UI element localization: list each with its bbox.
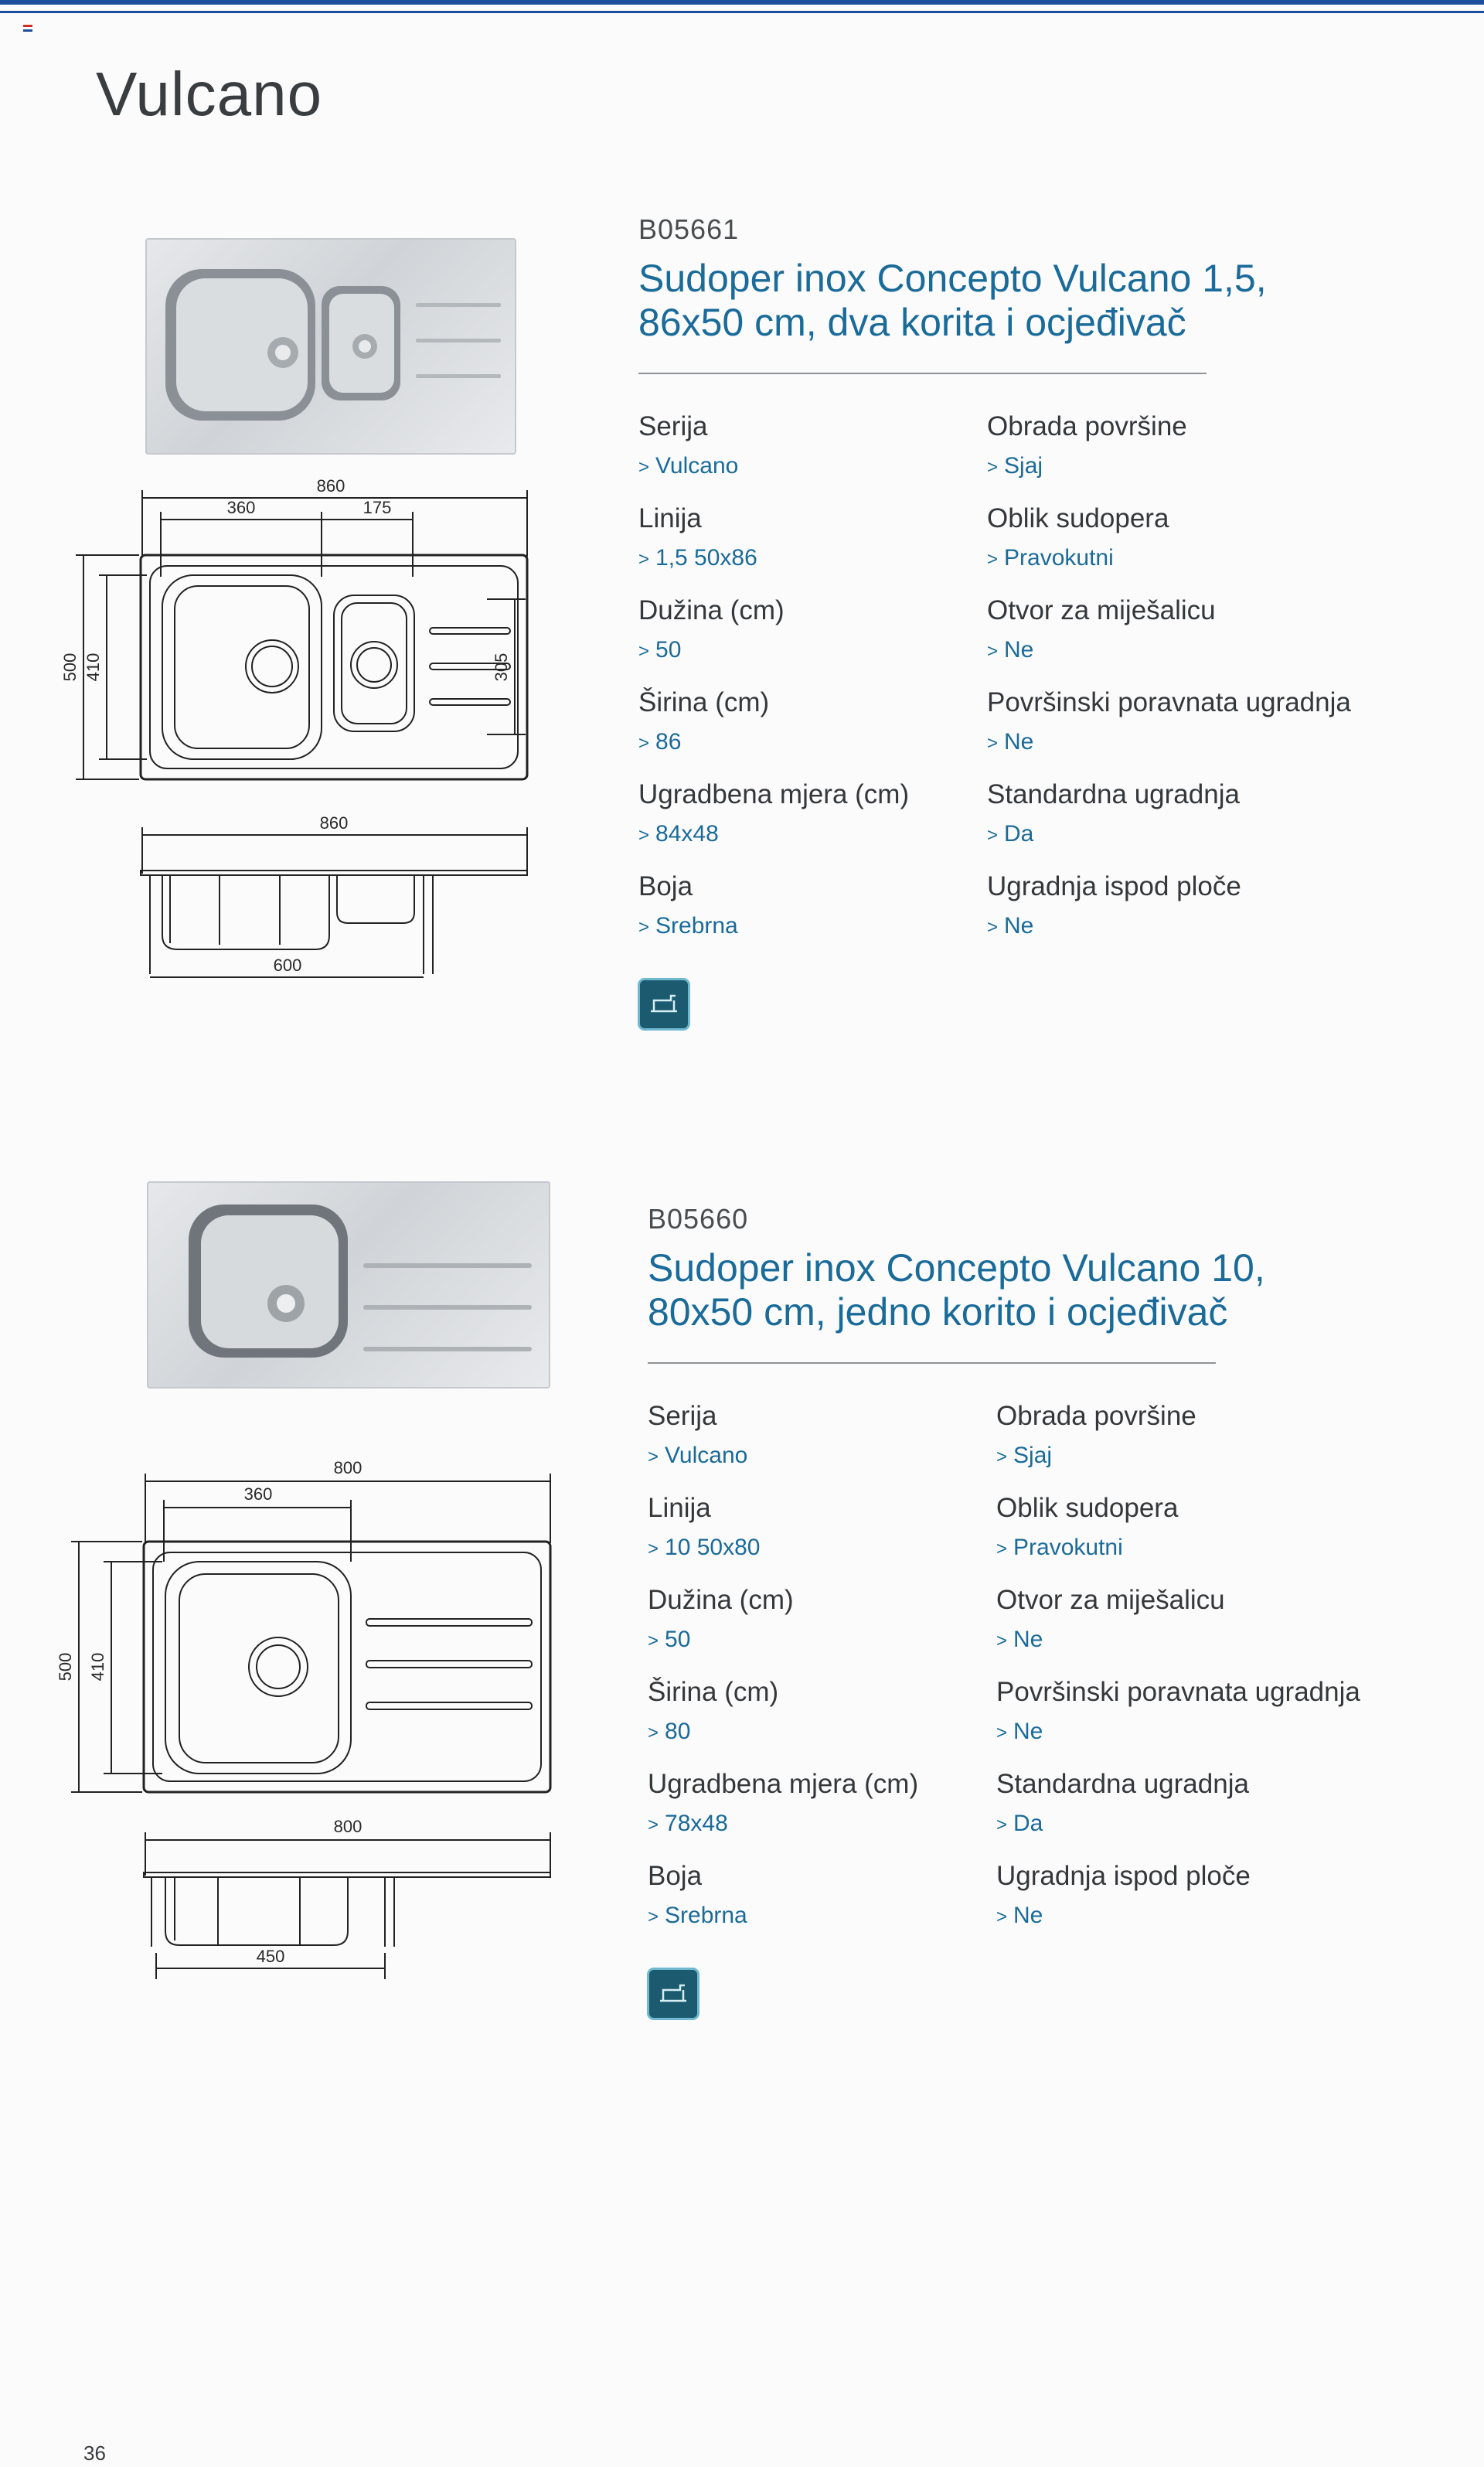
product-name-line2: 86x50 cm, dva korita i ocjeđivač <box>638 301 1186 344</box>
product-sku: B05660 <box>648 1203 749 1235</box>
dim-bowl-width: 360 <box>226 498 256 517</box>
chevron-right-icon: > <box>996 1538 1008 1559</box>
divider <box>638 373 1207 374</box>
product-card-2 <box>0 990 1484 1966</box>
spec-value[interactable]: > 84x48 <box>638 821 719 847</box>
chevron-right-icon: > <box>996 1814 1008 1835</box>
chevron-right-icon: > <box>996 1906 1008 1927</box>
chevron-right-icon: > <box>648 1630 659 1651</box>
spec-value[interactable]: > Vulcano <box>638 453 739 479</box>
spec-value[interactable]: > Vulcano <box>648 1443 748 1468</box>
spec-label: Serija <box>648 1401 717 1431</box>
chevron-right-icon: > <box>648 1446 659 1467</box>
spec-value[interactable]: > Ne <box>996 1627 1043 1652</box>
spec-value[interactable]: > Srebrna <box>638 913 738 939</box>
product-name <box>648 1246 1343 1334</box>
dim-inner-depth: 410 <box>83 653 103 682</box>
product-name-line1: Sudoper inox Concepto Vulcano 1,5, <box>638 257 1267 300</box>
spec-value[interactable]: > 10 50x80 <box>648 1535 761 1560</box>
spec-label: Otvor za miješalicu <box>987 595 1216 625</box>
spec-label: Boja <box>638 871 693 901</box>
spec-label: Širina (cm) <box>638 687 770 717</box>
spec-value[interactable]: > 50 <box>648 1627 691 1652</box>
mounting-icon[interactable] <box>649 1970 697 2018</box>
dim-small-bowl-depth: 305 <box>492 653 511 682</box>
product-sku: B05661 <box>638 213 740 245</box>
page-number: 36 <box>83 2441 106 2465</box>
spec-value[interactable]: > Ne <box>987 637 1034 663</box>
spec-label: Obrada površine <box>987 411 1187 441</box>
spec-label: Otvor za miješalicu <box>996 1585 1225 1615</box>
chevron-right-icon: > <box>987 549 999 570</box>
product-name <box>638 257 1334 345</box>
dim-cabinet: 450 <box>256 1947 285 1966</box>
divider <box>648 1362 1216 1364</box>
chevron-right-icon: > <box>648 1538 659 1559</box>
spec-value[interactable]: > Pravokutni <box>987 545 1114 571</box>
spec-label: Obrada površine <box>996 1401 1196 1431</box>
spec-label: Ugradnja ispod ploče <box>987 871 1241 901</box>
spec-label: Ugradnja ispod ploče <box>996 1861 1251 1891</box>
spec-value[interactable]: > 86 <box>638 729 682 755</box>
spec-label: Dužina (cm) <box>648 1585 794 1615</box>
dim-total-depth: 500 <box>56 1652 75 1682</box>
chevron-right-icon: > <box>648 1722 659 1743</box>
spec-value[interactable]: > Ne <box>987 913 1034 939</box>
spec-value[interactable]: > 80 <box>648 1719 691 1744</box>
chevron-right-icon: > <box>638 641 650 662</box>
dim-total-depth: 500 <box>60 653 80 682</box>
dim-side-width: 860 <box>319 813 349 833</box>
chevron-right-icon: > <box>996 1446 1008 1467</box>
spec-label: Standardna ugradnja <box>987 779 1240 809</box>
spec-value[interactable]: > Sjaj <box>987 453 1043 479</box>
chevron-right-icon: > <box>638 549 650 570</box>
spec-label: Linija <box>638 503 702 533</box>
spec-value[interactable]: > Pravokutni <box>996 1535 1123 1560</box>
product-photo <box>145 238 516 455</box>
dim-inner-depth: 410 <box>88 1652 107 1682</box>
spec-label: Standardna ugradnja <box>996 1769 1249 1799</box>
dim-total-width: 860 <box>316 476 345 496</box>
chevron-right-icon: > <box>638 457 650 478</box>
spec-label: Površinski poravnata ugradnja <box>987 687 1351 717</box>
spec-label: Oblik sudopera <box>996 1493 1179 1523</box>
spec-label: Linija <box>648 1493 711 1523</box>
dim-bowl-width: 360 <box>243 1484 273 1504</box>
spec-value[interactable]: > Srebrna <box>648 1903 747 1928</box>
technical-drawing <box>54 1446 564 1987</box>
chevron-right-icon: > <box>987 825 999 846</box>
chevron-right-icon: > <box>987 733 999 754</box>
spec-value[interactable]: > 50 <box>638 637 682 663</box>
spec-label: Serija <box>638 411 708 441</box>
product-card-1 <box>0 0 1484 975</box>
spec-value[interactable]: > Sjaj <box>996 1443 1053 1468</box>
spec-label: Dužina (cm) <box>638 595 785 625</box>
product-name-line2: 80x50 cm, jedno korito i ocjeđivač <box>648 1290 1228 1334</box>
spec-value[interactable]: > Ne <box>996 1903 1043 1928</box>
spec-value[interactable]: > Da <box>996 1811 1043 1836</box>
spec-label: Širina (cm) <box>648 1677 779 1707</box>
product-photo <box>147 1181 550 1389</box>
chevron-right-icon: > <box>987 641 999 662</box>
spec-label: Ugradbena mjera (cm) <box>648 1769 919 1799</box>
chevron-right-icon: > <box>996 1722 1008 1743</box>
spec-value[interactable]: > Ne <box>996 1719 1043 1744</box>
spec-value[interactable]: > Ne <box>987 729 1034 755</box>
chevron-right-icon: > <box>648 1906 659 1927</box>
chevron-right-icon: > <box>638 733 650 754</box>
technical-drawing <box>54 472 549 1013</box>
spec-value[interactable]: > 1,5 50x86 <box>638 545 757 571</box>
spec-label: Boja <box>648 1861 703 1891</box>
chevron-right-icon: > <box>987 917 999 938</box>
product-name-line1: Sudoper inox Concepto Vulcano 10, <box>648 1246 1265 1290</box>
chevron-right-icon: > <box>648 1814 659 1835</box>
spec-label: Oblik sudopera <box>987 503 1169 533</box>
chevron-right-icon: > <box>638 917 650 938</box>
chevron-right-icon: > <box>638 825 650 846</box>
dim-side-width: 800 <box>333 1817 362 1836</box>
dim-small-bowl-width: 175 <box>362 498 392 517</box>
chevron-right-icon: > <box>996 1630 1008 1651</box>
spec-value[interactable]: > 78x48 <box>648 1811 728 1836</box>
spec-label: Površinski poravnata ugradnja <box>996 1677 1360 1707</box>
dim-total-width: 800 <box>333 1458 362 1477</box>
chevron-right-icon: > <box>987 457 999 478</box>
page-title: Vulcano <box>96 60 323 128</box>
dim-cabinet: 600 <box>273 956 302 975</box>
spec-value[interactable]: > Da <box>987 821 1034 847</box>
spec-label: Ugradbena mjera (cm) <box>638 779 910 809</box>
